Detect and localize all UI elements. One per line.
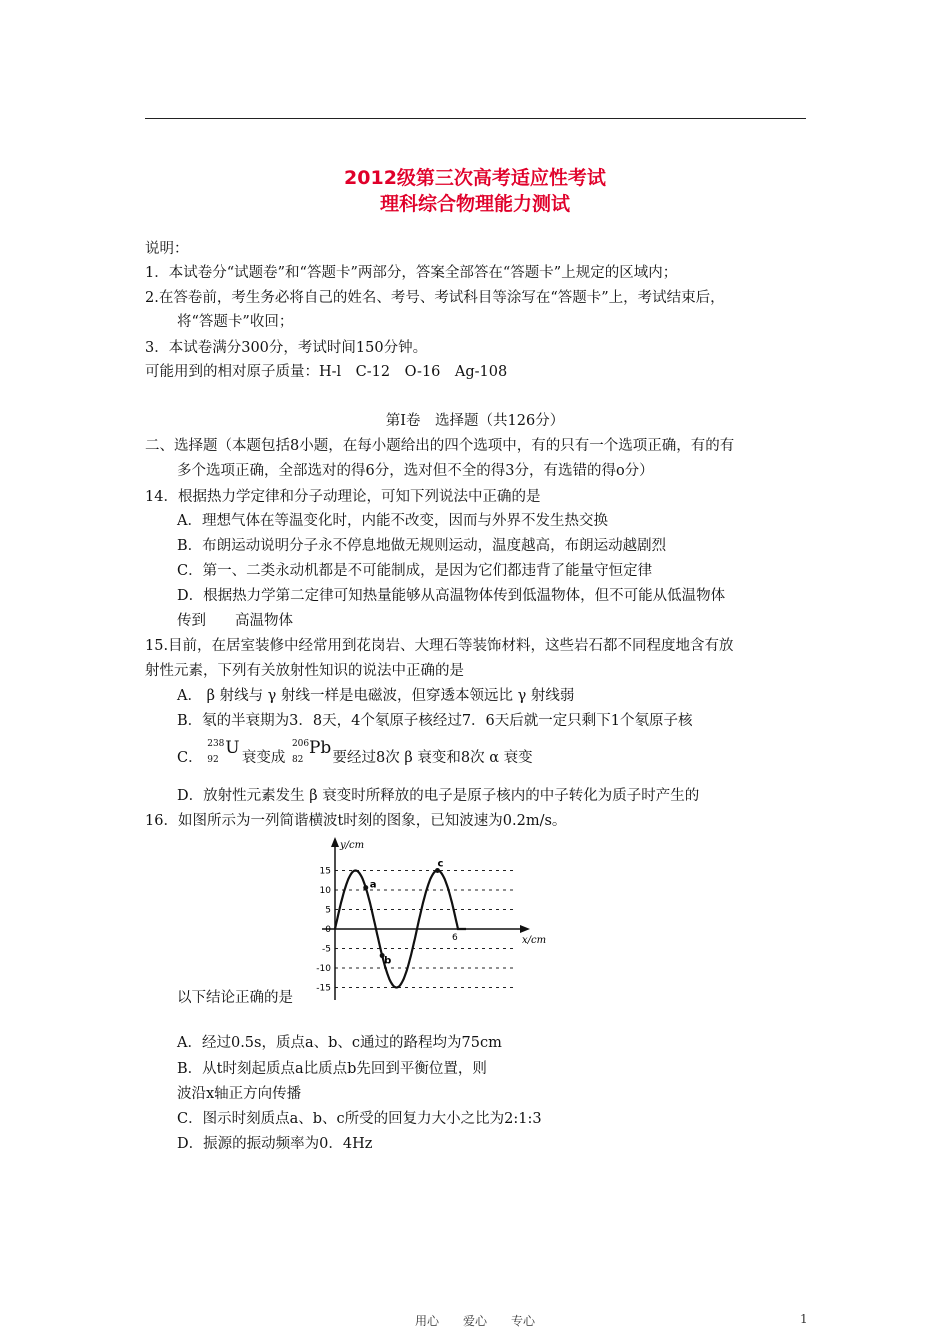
- q15-c-mid: 衰变成: [241, 750, 286, 766]
- y-tick-label: -15: [316, 983, 331, 994]
- y-tick-label: 0: [325, 925, 331, 935]
- x-axis-label: x/cm: [522, 935, 547, 946]
- u-atomic-number: 92: [207, 755, 219, 765]
- q15-option-b: B．氡的半衰期为3．8天，4个氡原子核经过7．6天后就一定只剩下1个氡原子核: [177, 713, 693, 729]
- uranium-nuclide: [207, 738, 240, 768]
- instruction-item-2: 2.在答卷前，考生务必将自己的姓名、考号、考试科目等涂写在“答题卡”上，考试结束后，: [145, 290, 725, 306]
- y-tick-labels: [316, 867, 331, 994]
- q15-option-a: A． β 射线与 γ 射线一样是电磁波，但穿透本领远比 γ 射线弱: [177, 688, 575, 704]
- q15-c-suffix: 要经过8次 β 衰变和8次 α 衰变: [332, 750, 533, 766]
- pb-atomic-number: 82: [291, 755, 304, 765]
- q14-stem: 14．根据热力学定律和分子动理论，可知下列说法中正确的是: [145, 489, 541, 505]
- exam-subtitle: 理科综合物理能力测试: [379, 193, 570, 215]
- q16-stem: 16．如图所示为一列简谐横波t时刻的图象，已知波速为0.2m/s。: [145, 813, 567, 829]
- y-tick-label: -10: [316, 964, 331, 974]
- section-intro: 二、选择题（本题包括8小题，在每小题给出的四个选项中，有的只有一个选项正确，有的有: [145, 438, 735, 454]
- q14-option-d: D．根据热力学第二定律可知热量能够从高温物体传到低温物体，但不可能从低温物体: [177, 588, 726, 604]
- pb-symbol: Pb: [308, 738, 332, 758]
- pb-mass-number: 206: [291, 739, 310, 749]
- top-rule: [145, 118, 806, 119]
- section-intro-cont: 多个选项正确，全部选对的得6分，选对但不全的得3分，有选错的得o分）: [177, 463, 654, 479]
- q14-option-b: B．布朗运动说明分子永不停息地做无规则运动，温度越高，布朗运动越剧烈: [177, 538, 667, 554]
- y-axis-arrow: [331, 837, 339, 847]
- instruction-item-1: 1．本试卷分“试题卷”和“答题卡”两部分，答案全部答在“答题卡”上规定的区域内；: [145, 265, 678, 281]
- x-tick-labels: [452, 933, 458, 943]
- point-b-label: b: [384, 955, 392, 967]
- x-tick-label: 6: [452, 933, 458, 943]
- wave-chart: [310, 835, 560, 1005]
- q15-option-c: [177, 738, 533, 768]
- instructions-heading: 说明：: [145, 241, 189, 257]
- point-a-label: a: [369, 879, 377, 891]
- q16-option-d: D．振源的振动频率为0．4Hz: [177, 1136, 373, 1152]
- y-tick-label: 10: [319, 886, 331, 896]
- q16-option-c: C．图示时刻质点a、b、c所受的回复力大小之比为2:1:3: [177, 1111, 542, 1127]
- y-axis-label: y/cm: [340, 840, 365, 851]
- y-tick-label: 15: [319, 866, 331, 877]
- q16-option-b-cont: 波沿x轴正方向传播: [177, 1086, 302, 1102]
- q14-option-a: A．理想气体在等温变化时，内能不改变，因而与外界不发生热交换: [177, 513, 608, 529]
- u-mass-number: 238: [207, 739, 225, 749]
- y-tick-label: 5: [325, 905, 331, 916]
- footer-motto: 用心 爱心 专心: [414, 1314, 535, 1328]
- instruction-item-3: 3．本试卷满分300分，考试时间150分钟。: [145, 340, 428, 356]
- q14-option-c: C．第一、二类永动机都是不可能制成，是因为它们都违背了能量守恒定律: [177, 563, 653, 579]
- lead-nuclide: [290, 738, 332, 768]
- page-number: 1: [800, 1312, 808, 1326]
- q15-stem: 15.目前，在居室装修中经常用到花岗岩、大理石等装饰材料，这些岩石都不同程度地含有放: [145, 638, 734, 654]
- u-symbol: U: [225, 738, 240, 758]
- q15-c-prefix: C．: [177, 750, 203, 766]
- atomic-mass-note: 可能用到的相对原子质量：H-l C-12 O-16 Ag-108: [145, 364, 508, 380]
- point-a-marker: [363, 885, 368, 890]
- y-tick-label: -5: [322, 944, 331, 955]
- point-c-label: c: [437, 858, 444, 870]
- q14-option-d-cont: 传到 高温物体: [177, 613, 293, 629]
- section-title: 第Ⅰ卷 选择题（共126分）: [385, 413, 565, 429]
- q16-option-a: A．经过0.5s，质点a、b、c通过的路程均为75cm: [177, 1035, 502, 1051]
- q15-stem-cont: 射性元素，下列有关放射性知识的说法中正确的是: [145, 663, 464, 679]
- instruction-item-2-cont: 将“答题卡”收回；: [177, 314, 294, 330]
- q16-option-b: B．从t时刻起质点a比质点b先回到平衡位置，则: [177, 1061, 487, 1077]
- q15-option-d: D．放射性元素发生 β 衰变时所释放的电子是原子核内的中子转化为质子时产生的: [177, 788, 700, 804]
- x-axis-arrow: [520, 925, 530, 933]
- exam-title: 2012级第三次高考适应性考试: [344, 167, 606, 189]
- q16-conclusion: 以下结论正确的是: [177, 990, 293, 1006]
